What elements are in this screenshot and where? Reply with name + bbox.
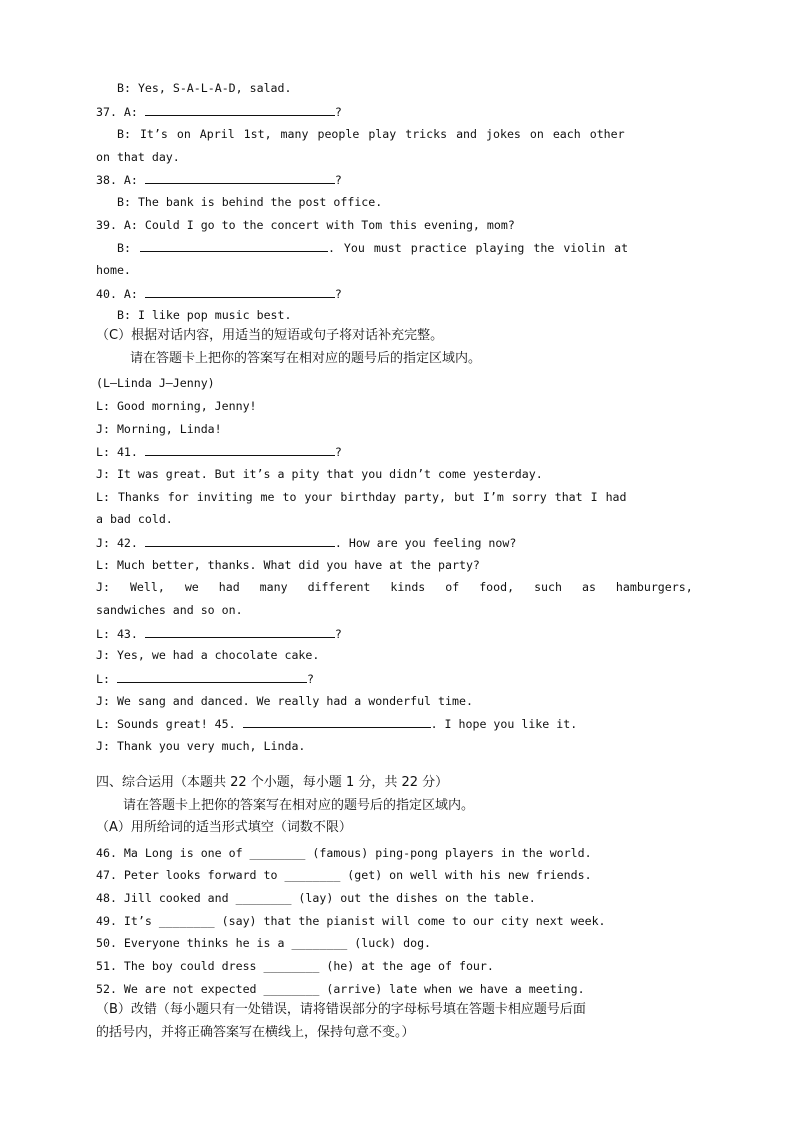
question-37-a [96, 103, 342, 120]
question-end: ? [334, 105, 342, 119]
dialog-prefix: L: Sounds great! 45. [96, 717, 243, 731]
question-39-b [117, 239, 628, 256]
question-end: ? [334, 627, 342, 641]
question-42 [96, 534, 516, 551]
section-4-heading: 四、综合运用（本题共 22 个小题，每小题 1 分，共 22 分） [96, 775, 449, 790]
question-number: 40. A: [96, 287, 145, 301]
question-50: 50. Everyone thinks he is a ________ (luck) dog. [96, 936, 432, 950]
dialog-prefix: B: [117, 241, 140, 255]
dialog-text: . How are you feeling now? [334, 536, 517, 550]
answer-blank[interactable] [243, 715, 431, 728]
dialog-line: B: It’s on April 1st, many people play tricks and jokes on each other [117, 127, 625, 141]
question-41 [96, 443, 342, 460]
question-47: 47. Peter looks forward to ________ (get) on well with his new friends. [96, 868, 592, 882]
dialog-line: on that day. [96, 150, 180, 164]
section-c-heading: （C）根据对话内容，用适当的短语或句子将对话补充完整。 [96, 328, 444, 343]
dialog-line: a bad cold. [96, 512, 173, 526]
question-43 [96, 625, 342, 642]
question-end: ? [306, 672, 314, 686]
dialog-text: . I hope you like it. [430, 717, 578, 731]
answer-blank[interactable] [145, 443, 335, 456]
question-52: 52. We are not expected ________ (arrive) late when we have a meeting. [96, 982, 585, 996]
question-51: 51. The boy could dress ________ (he) at the age of four. [96, 959, 494, 973]
answer-blank[interactable] [140, 239, 328, 252]
question-number: J: 42. [96, 536, 145, 550]
question-48: 48. Jill cooked and ________ (lay) out the dishes on the table. [96, 891, 536, 905]
dialog-line: B: The bank is behind the post office. [117, 195, 383, 209]
dialog-line: L: Thanks for inviting me to your birthday party, but I’m sorry that I had [96, 490, 627, 504]
dialog-line: B: Yes, S-A-L-A-D, salad. [117, 81, 292, 95]
dialog-line: J: Morning, Linda! [96, 422, 222, 436]
part-a-heading: （A）用所给词的适当形式填空（词数不限） [96, 820, 352, 835]
dialog-prefix: L: [96, 672, 117, 686]
question-end: ? [334, 445, 342, 459]
dialog-line: home. [96, 263, 131, 277]
dialog-line: J: Yes, we had a chocolate cake. [96, 648, 320, 662]
question-44 [96, 670, 314, 687]
question-46: 46. Ma Long is one of ________ (famous) ping-pong players in the world. [96, 846, 592, 860]
part-b-heading: （B）改错（每小题只有一处错误，请将错误部分的字母标号填在答题卡相应题号后面 [96, 1002, 586, 1017]
question-number: 37. A: [96, 105, 145, 119]
answer-blank[interactable] [145, 171, 335, 184]
question-number: 38. A: [96, 173, 145, 187]
part-b-heading-cont: 的括号内，并将正确答案写在横线上，保持句意不变。） [96, 1025, 415, 1040]
answer-blank[interactable] [145, 534, 335, 547]
question-number: L: 41. [96, 445, 145, 459]
dialog-line: J: It was great. But it’s a pity that you didn’t come yesterday. [96, 467, 543, 481]
dialog-line: sandwiches and so on. [96, 603, 243, 617]
dialog-line: B: I like pop music best. [117, 308, 292, 322]
dialog-line: L: Good morning, Jenny! [96, 399, 257, 413]
question-end: ? [334, 287, 342, 301]
question-end: ? [334, 173, 342, 187]
answer-blank[interactable] [145, 285, 335, 298]
roles-legend: (L—Linda J—Jenny) [96, 376, 215, 390]
dialog-line: J: We sang and danced. We really had a wonderful time. [96, 694, 473, 708]
question-38-a [96, 171, 342, 188]
question-49: 49. It’s ________ (say) that the pianist will come to our city next week. [96, 914, 606, 928]
question-45 [96, 715, 577, 732]
question-number: L: 43. [96, 627, 145, 641]
dialog-line: L: Much better, thanks. What did you have at the party? [96, 558, 480, 572]
section-c-instruction: 请在答题卡上把你的答案写在相对应的题号后的指定区域内。 [130, 351, 482, 366]
answer-blank[interactable] [145, 625, 335, 638]
dialog-text: . You must practice playing the violin at [327, 241, 629, 255]
question-40-a [96, 285, 342, 302]
answer-blank[interactable] [117, 670, 307, 683]
question-39-a: 39. A: Could I go to the concert with Tom this evening, mom? [96, 218, 515, 232]
dialog-line: J: Well, we had many different kinds of food, such as hamburgers, [96, 580, 693, 594]
dialog-line: J: Thank you very much, Linda. [96, 739, 306, 753]
answer-blank[interactable] [145, 103, 335, 116]
section-4-instruction: 请在答题卡上把你的答案写在相对应的题号后的指定区域内。 [123, 798, 475, 813]
